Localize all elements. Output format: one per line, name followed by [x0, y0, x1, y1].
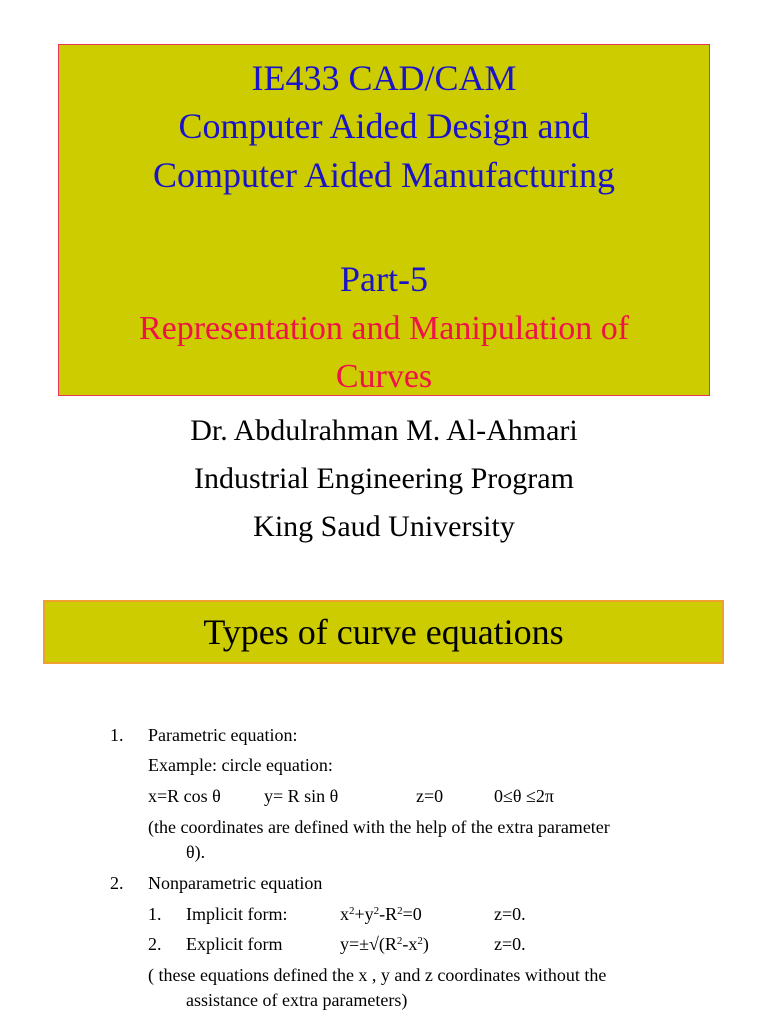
item1-number: 1. [110, 725, 124, 745]
author-name: Dr. Abdulrahman M. Al-Ahmari [190, 414, 578, 447]
eq-x: x=R cos θ [148, 786, 221, 806]
course-code: IE433 CAD/CAM [251, 58, 517, 98]
sub1-number: 1. [148, 904, 162, 924]
program-name: Industrial Engineering Program [194, 462, 574, 495]
item2-label: Nonparametric equation [148, 873, 323, 893]
eq-range: 0≤θ ≤2π [494, 786, 554, 806]
implicit-label: Implicit form: [186, 904, 288, 924]
university-name: King Saud University [253, 510, 515, 543]
subtitle-line1: Representation and Manipulation of [138, 310, 630, 347]
explicit-z: z=0. [494, 934, 526, 954]
item1-example: Example: circle equation: [148, 755, 333, 775]
item1-note-line2: θ). [186, 842, 206, 862]
course-title-line2: Computer Aided Manufacturing [153, 155, 615, 195]
item1-note-line1: (the coordinates are defined with the help of the extra parameter [148, 817, 610, 837]
item2-number: 2. [110, 873, 124, 893]
sub2-number: 2. [148, 934, 162, 954]
title-box [58, 44, 710, 396]
explicit-equation: $y=\pm√(R^2-x^2)$ [340, 934, 429, 954]
subtitle-line2: Curves [335, 358, 433, 395]
implicit-z: z=0. [494, 904, 526, 924]
implicit-equation: $x^2+y^2-R^2=0$ [340, 904, 422, 924]
item1-label: Parametric equation: [148, 725, 298, 745]
part-label: Part-5 [340, 259, 428, 299]
eq-y: y= R sin θ [264, 786, 339, 806]
section-heading: Types of curve equations [43, 600, 724, 664]
course-title-line1: Computer Aided Design and [178, 106, 590, 146]
explicit-label: Explicit form [186, 934, 283, 954]
item2-note-line1: ( these equations defined the x , y and z coordinates without the [148, 965, 607, 985]
item2-note-line2: assistance of extra parameters) [186, 990, 408, 1010]
eq-z: z=0 [416, 786, 444, 806]
